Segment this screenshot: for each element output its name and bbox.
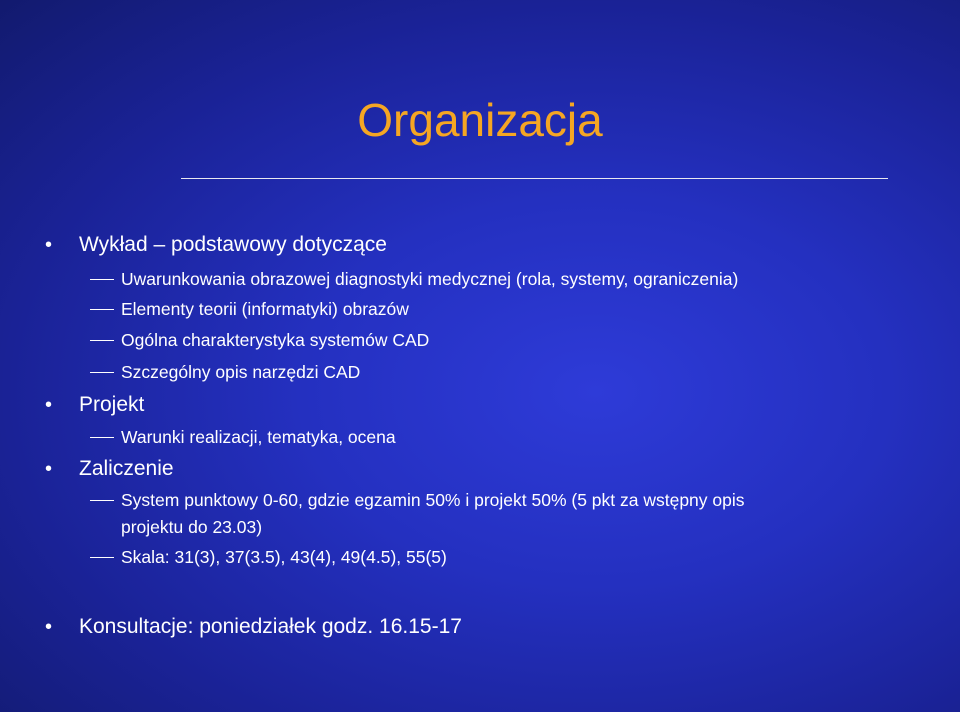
- sub-item: Elementy teorii (informatyki) obrazów: [121, 299, 409, 319]
- bullet-icon: •: [45, 458, 53, 480]
- sub-item: Szczególny opis narzędzi CAD: [121, 362, 361, 382]
- sub-item: Ogólna charakterystyka systemów CAD: [121, 330, 430, 350]
- sub-item: Uwarunkowania obrazowej diagnostyki medycznej (rola, systemy, ograniczenia): [121, 269, 739, 289]
- dash-icon: [90, 372, 114, 373]
- dash-icon: [90, 437, 114, 438]
- bullet-item-consultations: Konsultacje: poniedziałek godz. 16.15-17: [79, 615, 462, 638]
- title-divider: [181, 178, 888, 179]
- dash-icon: [90, 500, 114, 501]
- bullet-icon: •: [45, 394, 53, 416]
- sub-item-continuation: projektu do 23.03): [121, 517, 263, 537]
- bullet-item-grading: Zaliczenie: [79, 457, 174, 480]
- bullet-icon: •: [45, 234, 53, 256]
- sub-item: Warunki realizacji, tematyka, ocena: [121, 427, 396, 447]
- dash-icon: [90, 309, 114, 310]
- dash-icon: [90, 340, 114, 341]
- bullet-item-lecture: Wykład – podstawowy dotyczące: [79, 233, 387, 256]
- sub-item: System punktowy 0-60, gdzie egzamin 50% i projekt 50% (5 pkt za wstępny opis: [121, 490, 745, 510]
- dash-icon: [90, 557, 114, 558]
- sub-item: Skala: 31(3), 37(3.5), 43(4), 49(4.5), 55(5): [121, 547, 447, 567]
- bullet-icon: •: [45, 616, 53, 638]
- bullet-item-project: Projekt: [79, 393, 145, 416]
- slide-title: Organizacja: [357, 94, 603, 146]
- dash-icon: [90, 279, 114, 280]
